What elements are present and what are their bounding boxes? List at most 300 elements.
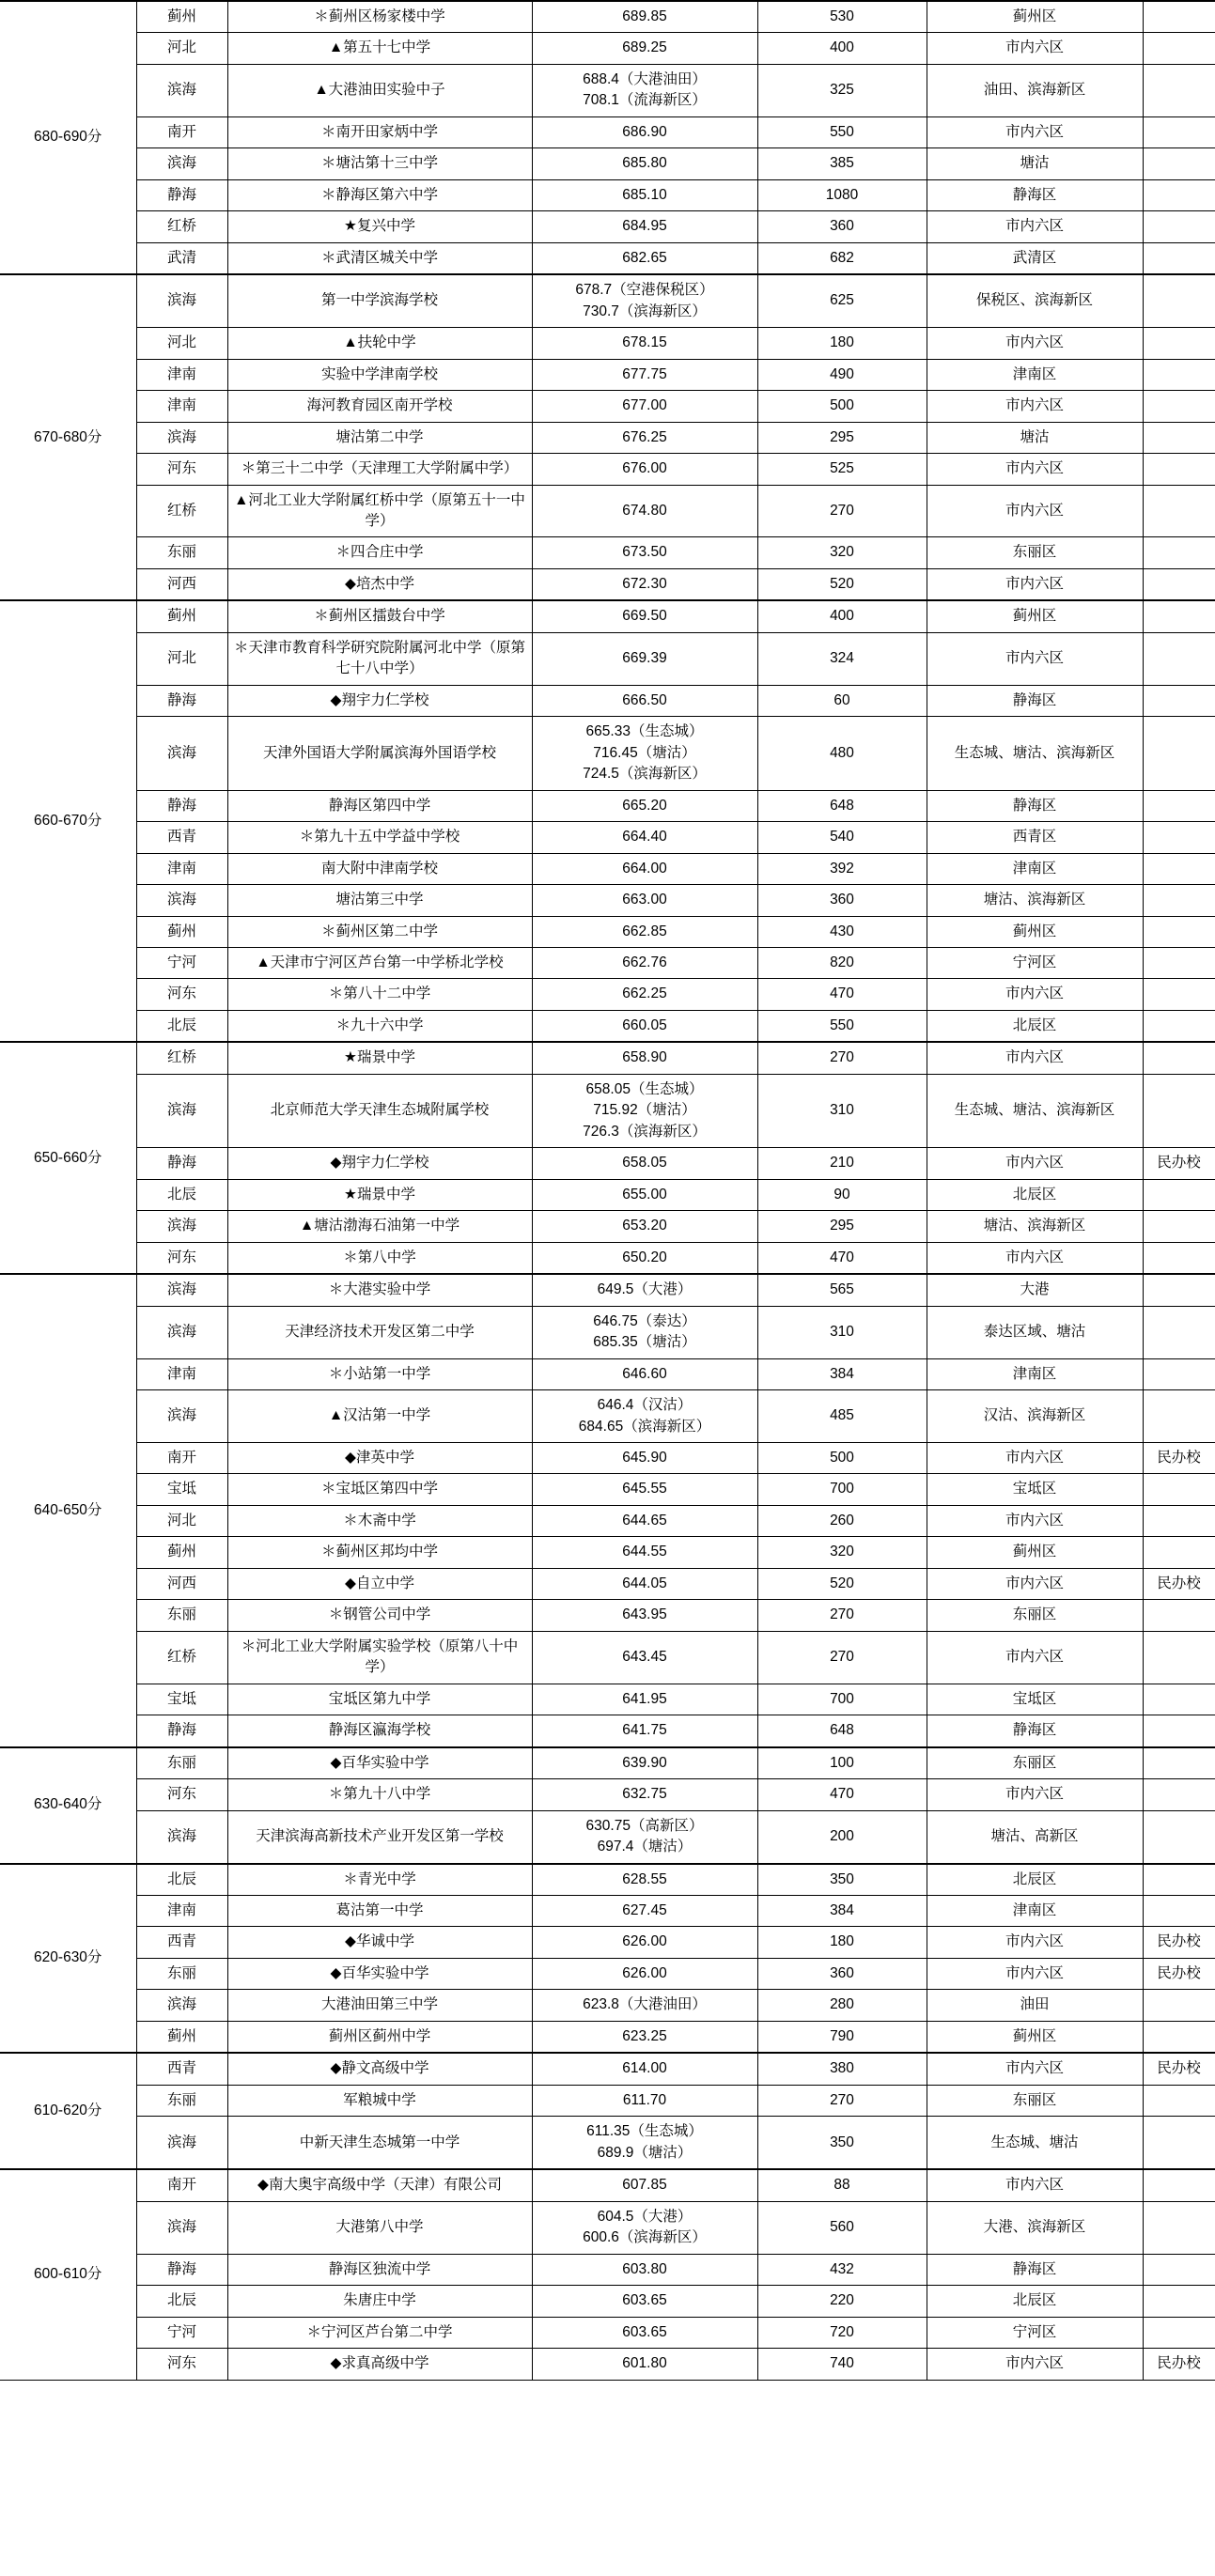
cutoff-score-line: 678.7（空港保税区） bbox=[575, 282, 714, 299]
school-name-cell: ▲天津市宁河区芦台第一中学桥北学校 bbox=[227, 948, 532, 979]
note-cell bbox=[1143, 2286, 1215, 2317]
cutoff-score-cell: 650.20 bbox=[532, 1242, 757, 1274]
table-body bbox=[0, 1, 1215, 2380]
enrollment-area-cell: 津南区 bbox=[927, 1358, 1143, 1389]
school-name-cell: 宝坻区第九中学 bbox=[227, 1684, 532, 1715]
enrollment-plan-cell: 432 bbox=[757, 2254, 927, 2285]
enrollment-area-cell: 东丽区 bbox=[927, 1600, 1143, 1631]
score-range-label: 660-670分 bbox=[0, 600, 136, 1042]
table-row bbox=[0, 1179, 1215, 1210]
note-cell bbox=[1143, 1537, 1215, 1568]
school-name-cell: 静海区第四中学 bbox=[227, 790, 532, 821]
note-cell bbox=[1143, 33, 1215, 64]
cutoff-score-cell bbox=[532, 2201, 757, 2254]
school-name-cell: ＊塘沽第十三中学 bbox=[227, 148, 532, 179]
district-cell: 蓟州 bbox=[136, 600, 227, 632]
enrollment-plan-cell: 480 bbox=[757, 717, 927, 790]
table-row bbox=[0, 1474, 1215, 1505]
enrollment-area-cell: 市内六区 bbox=[927, 1442, 1143, 1473]
school-name-cell: ◆静文高级中学 bbox=[227, 2053, 532, 2085]
school-name-cell: ▲第五十七中学 bbox=[227, 33, 532, 64]
enrollment-plan-cell: 720 bbox=[757, 2317, 927, 2348]
table-row bbox=[0, 328, 1215, 359]
enrollment-plan-cell: 392 bbox=[757, 853, 927, 884]
district-cell: 静海 bbox=[136, 179, 227, 210]
table-row bbox=[0, 454, 1215, 485]
table-row bbox=[0, 1306, 1215, 1358]
district-cell: 东丽 bbox=[136, 2085, 227, 2116]
enrollment-area-cell: 生态城、塘沽、滨海新区 bbox=[927, 1074, 1143, 1147]
cutoff-score-cell bbox=[532, 2117, 757, 2169]
note-cell bbox=[1143, 1779, 1215, 1810]
note-cell bbox=[1143, 1896, 1215, 1927]
enrollment-area-cell: 东丽区 bbox=[927, 537, 1143, 568]
district-cell: 滨海 bbox=[136, 2201, 227, 2254]
table-row bbox=[0, 1074, 1215, 1147]
district-cell: 蓟州 bbox=[136, 1, 227, 33]
cutoff-score-cell: 645.55 bbox=[532, 1474, 757, 1505]
school-name-cell: ◆培杰中学 bbox=[227, 568, 532, 600]
district-cell: 红桥 bbox=[136, 485, 227, 537]
district-cell: 滨海 bbox=[136, 1274, 227, 1306]
cutoff-score-cell: 665.20 bbox=[532, 790, 757, 821]
table-row bbox=[0, 1211, 1215, 1242]
cutoff-score-cell: 689.25 bbox=[532, 33, 757, 64]
enrollment-area-cell: 武清区 bbox=[927, 242, 1143, 274]
enrollment-area-cell: 生态城、塘沽、滨海新区 bbox=[927, 717, 1143, 790]
school-name-cell: ◆自立中学 bbox=[227, 1568, 532, 1599]
district-cell: 西青 bbox=[136, 2053, 227, 2085]
cutoff-score-line: 724.5（滨海新区） bbox=[583, 766, 707, 783]
school-name-cell: 塘沽第二中学 bbox=[227, 422, 532, 453]
table-row bbox=[0, 1864, 1215, 1896]
school-name-cell: ◆求真高级中学 bbox=[227, 2349, 532, 2380]
table-row bbox=[0, 1010, 1215, 1042]
school-name-cell: ＊小站第一中学 bbox=[227, 1358, 532, 1389]
enrollment-plan-cell: 648 bbox=[757, 790, 927, 821]
school-name-cell: ＊静海区第六中学 bbox=[227, 179, 532, 210]
enrollment-area-cell: 市内六区 bbox=[927, 568, 1143, 600]
enrollment-area-cell: 市内六区 bbox=[927, 1958, 1143, 1989]
cutoff-score-cell: 658.05 bbox=[532, 1148, 757, 1179]
enrollment-area-cell: 市内六区 bbox=[927, 1242, 1143, 1274]
district-cell: 红桥 bbox=[136, 1631, 227, 1684]
note-cell bbox=[1143, 1474, 1215, 1505]
cutoff-score-cell: 627.45 bbox=[532, 1896, 757, 1927]
note-cell bbox=[1143, 1600, 1215, 1631]
enrollment-area-cell: 蓟州区 bbox=[927, 1537, 1143, 1568]
enrollment-plan-cell: 270 bbox=[757, 1631, 927, 1684]
district-cell: 滨海 bbox=[136, 1306, 227, 1358]
enrollment-area-cell: 静海区 bbox=[927, 685, 1143, 716]
note-cell bbox=[1143, 1684, 1215, 1715]
enrollment-area-cell: 东丽区 bbox=[927, 2085, 1143, 2116]
cutoff-score-cell: 643.45 bbox=[532, 1631, 757, 1684]
enrollment-area-cell: 宝坻区 bbox=[927, 1684, 1143, 1715]
school-name-cell: ▲塘沽渤海石油第一中学 bbox=[227, 1211, 532, 1242]
school-name-cell: 静海区独流中学 bbox=[227, 2254, 532, 2285]
district-cell: 北辰 bbox=[136, 2286, 227, 2317]
table-row bbox=[0, 1274, 1215, 1306]
table-row bbox=[0, 1631, 1215, 1684]
cutoff-score-cell: 677.75 bbox=[532, 359, 757, 390]
table-row bbox=[0, 1358, 1215, 1389]
enrollment-area-cell: 塘沽、高新区 bbox=[927, 1810, 1143, 1863]
note-cell bbox=[1143, 600, 1215, 632]
note-cell bbox=[1143, 422, 1215, 453]
school-name-cell: ★瑞景中学 bbox=[227, 1042, 532, 1074]
table-row bbox=[0, 1927, 1215, 1958]
note-cell bbox=[1143, 64, 1215, 116]
note-cell bbox=[1143, 2254, 1215, 2285]
enrollment-plan-cell: 470 bbox=[757, 979, 927, 1010]
enrollment-plan-cell: 820 bbox=[757, 948, 927, 979]
enrollment-area-cell: 汉沽、滨海新区 bbox=[927, 1390, 1143, 1443]
note-cell bbox=[1143, 116, 1215, 147]
cutoff-score-line: 697.4（塘沽） bbox=[597, 1839, 693, 1855]
note-cell bbox=[1143, 822, 1215, 853]
enrollment-area-cell: 静海区 bbox=[927, 2254, 1143, 2285]
school-name-cell: ▲汉沽第一中学 bbox=[227, 1390, 532, 1443]
table-row bbox=[0, 422, 1215, 453]
enrollment-plan-cell: 320 bbox=[757, 1537, 927, 1568]
cutoff-score-cell: 672.30 bbox=[532, 568, 757, 600]
district-cell: 北辰 bbox=[136, 1179, 227, 1210]
cutoff-score-cell: 684.95 bbox=[532, 211, 757, 242]
enrollment-area-cell: 市内六区 bbox=[927, 485, 1143, 537]
district-cell: 河东 bbox=[136, 1242, 227, 1274]
enrollment-plan-cell: 550 bbox=[757, 116, 927, 147]
note-cell bbox=[1143, 485, 1215, 537]
table-row bbox=[0, 1242, 1215, 1274]
score-range-label: 650-660分 bbox=[0, 1042, 136, 1274]
enrollment-plan-cell: 360 bbox=[757, 211, 927, 242]
table-row bbox=[0, 1779, 1215, 1810]
enrollment-area-cell: 市内六区 bbox=[927, 2053, 1143, 2085]
table-row bbox=[0, 1747, 1215, 1779]
enrollment-plan-cell: 470 bbox=[757, 1779, 927, 1810]
cutoff-score-cell: 669.50 bbox=[532, 600, 757, 632]
table-row bbox=[0, 2021, 1215, 2053]
enrollment-area-cell: 塘沽 bbox=[927, 148, 1143, 179]
cutoff-score-line: 646.75（泰达） bbox=[593, 1312, 696, 1329]
cutoff-score-line: 684.65（滨海新区） bbox=[578, 1418, 711, 1435]
note-cell bbox=[1143, 853, 1215, 884]
cutoff-score-cell: 644.05 bbox=[532, 1568, 757, 1599]
enrollment-plan-cell: 384 bbox=[757, 1358, 927, 1389]
district-cell: 西青 bbox=[136, 822, 227, 853]
note-cell bbox=[1143, 328, 1215, 359]
school-name-cell: 天津外国语大学附属滨海外国语学校 bbox=[227, 717, 532, 790]
note-cell bbox=[1143, 1715, 1215, 1747]
cutoff-score-cell: 664.00 bbox=[532, 853, 757, 884]
enrollment-area-cell: 津南区 bbox=[927, 1896, 1143, 1927]
district-cell: 宁河 bbox=[136, 2317, 227, 2348]
district-cell: 红桥 bbox=[136, 211, 227, 242]
note-cell: 民办校 bbox=[1143, 2349, 1215, 2380]
table-row bbox=[0, 537, 1215, 568]
table-row bbox=[0, 1810, 1215, 1863]
school-name-cell: ＊宁河区芦台第二中学 bbox=[227, 2317, 532, 2348]
score-range-label: 670-680分 bbox=[0, 274, 136, 600]
table-row bbox=[0, 979, 1215, 1010]
note-cell bbox=[1143, 1274, 1215, 1306]
district-cell: 滨海 bbox=[136, 1810, 227, 1863]
school-name-cell: 朱唐庄中学 bbox=[227, 2286, 532, 2317]
school-name-cell: 葛沽第一中学 bbox=[227, 1896, 532, 1927]
district-cell: 静海 bbox=[136, 790, 227, 821]
cutoff-score-cell bbox=[532, 1074, 757, 1147]
cutoff-score-cell: 655.00 bbox=[532, 1179, 757, 1210]
note-cell bbox=[1143, 1211, 1215, 1242]
table-row bbox=[0, 568, 1215, 600]
enrollment-area-cell: 油田、滨海新区 bbox=[927, 64, 1143, 116]
district-cell: 滨海 bbox=[136, 1211, 227, 1242]
note-cell bbox=[1143, 2317, 1215, 2348]
school-name-cell: ＊大港实验中学 bbox=[227, 1274, 532, 1306]
table-row bbox=[0, 1042, 1215, 1074]
note-cell bbox=[1143, 2117, 1215, 2169]
table-row bbox=[0, 2117, 1215, 2169]
enrollment-area-cell: 生态城、塘沽 bbox=[927, 2117, 1143, 2169]
table-row bbox=[0, 2201, 1215, 2254]
enrollment-plan-cell: 380 bbox=[757, 2053, 927, 2085]
enrollment-area-cell: 保税区、滨海新区 bbox=[927, 274, 1143, 327]
cutoff-score-cell: 623.8（大港油田） bbox=[532, 1990, 757, 2021]
cutoff-score-cell: 674.80 bbox=[532, 485, 757, 537]
cutoff-score-line: 715.92（塘沽） bbox=[593, 1102, 696, 1119]
district-cell: 南开 bbox=[136, 1442, 227, 1473]
school-name-cell: ◆南大奥宇高级中学（天津）有限公司 bbox=[227, 2169, 532, 2201]
cutoff-score-line: 665.33（生态城） bbox=[585, 723, 704, 740]
enrollment-plan-cell: 310 bbox=[757, 1074, 927, 1147]
enrollment-plan-cell: 500 bbox=[757, 1442, 927, 1473]
table-row bbox=[0, 685, 1215, 716]
cutoff-score-line: 658.05（生态城） bbox=[585, 1080, 704, 1097]
cutoff-score-line: 611.35（生态城） bbox=[586, 2123, 703, 2140]
cutoff-score-line: 689.9（塘沽） bbox=[597, 2144, 693, 2161]
enrollment-area-cell: 泰达区域、塘沽 bbox=[927, 1306, 1143, 1358]
enrollment-plan-cell: 280 bbox=[757, 1990, 927, 2021]
note-cell bbox=[1143, 1864, 1215, 1896]
school-name-cell: ◆华诚中学 bbox=[227, 1927, 532, 1958]
district-cell: 宝坻 bbox=[136, 1474, 227, 1505]
district-cell: 宝坻 bbox=[136, 1684, 227, 1715]
school-name-cell: ＊钢管公司中学 bbox=[227, 1600, 532, 1631]
school-name-cell: 大港第八中学 bbox=[227, 2201, 532, 2254]
table-row bbox=[0, 1958, 1215, 1989]
enrollment-area-cell: 大港 bbox=[927, 1274, 1143, 1306]
cutoff-score-cell: 614.00 bbox=[532, 2053, 757, 2085]
enrollment-area-cell: 西青区 bbox=[927, 822, 1143, 853]
cutoff-score-line: 730.7（滨海新区） bbox=[583, 303, 707, 319]
cutoff-score-cell: 677.00 bbox=[532, 391, 757, 422]
enrollment-plan-cell: 525 bbox=[757, 454, 927, 485]
note-cell bbox=[1143, 948, 1215, 979]
table-row bbox=[0, 2053, 1215, 2085]
district-cell: 滨海 bbox=[136, 2117, 227, 2169]
school-name-cell: ＊青光中学 bbox=[227, 1864, 532, 1896]
cutoff-score-cell: 676.00 bbox=[532, 454, 757, 485]
table-row bbox=[0, 822, 1215, 853]
table-row bbox=[0, 2286, 1215, 2317]
district-cell: 东丽 bbox=[136, 1600, 227, 1631]
enrollment-plan-cell: 400 bbox=[757, 600, 927, 632]
note-cell bbox=[1143, 1242, 1215, 1274]
enrollment-plan-cell: 90 bbox=[757, 1179, 927, 1210]
school-name-cell: ＊第八十二中学 bbox=[227, 979, 532, 1010]
district-cell: 滨海 bbox=[136, 1074, 227, 1147]
school-name-cell: ▲大港油田实验中子 bbox=[227, 64, 532, 116]
note-cell: 民办校 bbox=[1143, 2053, 1215, 2085]
cutoff-score-cell: 666.50 bbox=[532, 685, 757, 716]
note-cell bbox=[1143, 454, 1215, 485]
enrollment-plan-cell: 270 bbox=[757, 1600, 927, 1631]
school-name-cell: 静海区瀛海学校 bbox=[227, 1715, 532, 1747]
school-name-cell: ＊四合庄中学 bbox=[227, 537, 532, 568]
school-name-cell: 北京师范大学天津生态城附属学校 bbox=[227, 1074, 532, 1147]
district-cell: 河西 bbox=[136, 568, 227, 600]
table-row bbox=[0, 600, 1215, 632]
cutoff-score-cell: 658.90 bbox=[532, 1042, 757, 1074]
enrollment-plan-cell: 520 bbox=[757, 568, 927, 600]
table-row bbox=[0, 2085, 1215, 2116]
enrollment-plan-cell: 350 bbox=[757, 2117, 927, 2169]
note-cell bbox=[1143, 1010, 1215, 1042]
note-cell bbox=[1143, 1179, 1215, 1210]
enrollment-plan-cell: 100 bbox=[757, 1747, 927, 1779]
enrollment-plan-cell: 485 bbox=[757, 1390, 927, 1443]
school-name-cell: 军粮城中学 bbox=[227, 2085, 532, 2116]
note-cell bbox=[1143, 1810, 1215, 1863]
enrollment-plan-cell: 320 bbox=[757, 537, 927, 568]
school-name-cell: 中新天津生态城第一中学 bbox=[227, 2117, 532, 2169]
enrollment-area-cell: 市内六区 bbox=[927, 1148, 1143, 1179]
school-name-cell: ＊第九十五中学益中学校 bbox=[227, 822, 532, 853]
note-cell bbox=[1143, 148, 1215, 179]
cutoff-score-cell: 641.75 bbox=[532, 1715, 757, 1747]
enrollment-area-cell: 北辰区 bbox=[927, 1864, 1143, 1896]
table-row bbox=[0, 1442, 1215, 1473]
table-row bbox=[0, 948, 1215, 979]
enrollment-area-cell: 市内六区 bbox=[927, 2169, 1143, 2201]
district-cell: 河东 bbox=[136, 1779, 227, 1810]
table-row bbox=[0, 853, 1215, 884]
cutoff-score-line: 726.3（滨海新区） bbox=[583, 1123, 707, 1140]
cutoff-score-cell: 626.00 bbox=[532, 1958, 757, 1989]
note-cell bbox=[1143, 1, 1215, 33]
cutoff-score-cell bbox=[532, 1810, 757, 1863]
school-name-cell: ＊蓟州区杨家楼中学 bbox=[227, 1, 532, 33]
cutoff-score-line: 604.5（大港） bbox=[597, 2208, 693, 2225]
school-name-cell: ＊南开田家炳中学 bbox=[227, 116, 532, 147]
table-row bbox=[0, 2349, 1215, 2380]
school-name-cell: ▲扶轮中学 bbox=[227, 328, 532, 359]
table-row bbox=[0, 632, 1215, 685]
table-row bbox=[0, 1505, 1215, 1536]
table-row bbox=[0, 1390, 1215, 1443]
school-name-cell: ◆百华实验中学 bbox=[227, 1958, 532, 1989]
enrollment-plan-cell: 210 bbox=[757, 1148, 927, 1179]
school-name-cell: 实验中学津南学校 bbox=[227, 359, 532, 390]
enrollment-area-cell: 市内六区 bbox=[927, 1631, 1143, 1684]
note-cell bbox=[1143, 685, 1215, 716]
school-name-cell: ＊第八中学 bbox=[227, 1242, 532, 1274]
district-cell: 滨海 bbox=[136, 422, 227, 453]
note-cell: 民办校 bbox=[1143, 1927, 1215, 1958]
school-name-cell: 南大附中津南学校 bbox=[227, 853, 532, 884]
enrollment-area-cell: 北辰区 bbox=[927, 1179, 1143, 1210]
note-cell bbox=[1143, 179, 1215, 210]
table-row bbox=[0, 391, 1215, 422]
district-cell: 津南 bbox=[136, 1358, 227, 1389]
table-row bbox=[0, 790, 1215, 821]
note-cell bbox=[1143, 2201, 1215, 2254]
district-cell: 静海 bbox=[136, 685, 227, 716]
district-cell: 河西 bbox=[136, 1568, 227, 1599]
cutoff-score-cell: 603.65 bbox=[532, 2317, 757, 2348]
district-cell: 河北 bbox=[136, 1505, 227, 1536]
district-cell: 滨海 bbox=[136, 717, 227, 790]
enrollment-plan-cell: 324 bbox=[757, 632, 927, 685]
school-name-cell: ＊木斋中学 bbox=[227, 1505, 532, 1536]
school-name-cell: 大港油田第三中学 bbox=[227, 1990, 532, 2021]
enrollment-area-cell: 宁河区 bbox=[927, 948, 1143, 979]
cutoff-score-line: 630.75（高新区） bbox=[585, 1817, 704, 1834]
cutoff-score-cell: 646.60 bbox=[532, 1358, 757, 1389]
cutoff-score-cell: 645.90 bbox=[532, 1442, 757, 1473]
enrollment-plan-cell: 295 bbox=[757, 422, 927, 453]
district-cell: 东丽 bbox=[136, 1747, 227, 1779]
cutoff-score-cell bbox=[532, 274, 757, 327]
cutoff-score-cell: 669.39 bbox=[532, 632, 757, 685]
cutoff-score-cell: 649.5（大港） bbox=[532, 1274, 757, 1306]
note-cell bbox=[1143, 1747, 1215, 1779]
enrollment-plan-cell: 200 bbox=[757, 1810, 927, 1863]
cutoff-score-cell: 607.85 bbox=[532, 2169, 757, 2201]
note-cell bbox=[1143, 1390, 1215, 1443]
school-name-cell: ＊天津市教育科学研究院附属河北中学（原第七十八中学） bbox=[227, 632, 532, 685]
enrollment-plan-cell: 790 bbox=[757, 2021, 927, 2053]
enrollment-area-cell: 市内六区 bbox=[927, 211, 1143, 242]
table-row bbox=[0, 1990, 1215, 2021]
district-cell: 蓟州 bbox=[136, 916, 227, 947]
district-cell: 滨海 bbox=[136, 1390, 227, 1443]
enrollment-plan-cell: 180 bbox=[757, 328, 927, 359]
enrollment-area-cell: 塘沽、滨海新区 bbox=[927, 885, 1143, 916]
cutoff-score-cell: 685.80 bbox=[532, 148, 757, 179]
cutoff-score-line: 600.6（滨海新区） bbox=[583, 2229, 707, 2246]
score-range-label: 600-610分 bbox=[0, 2169, 136, 2380]
enrollment-area-cell: 市内六区 bbox=[927, 632, 1143, 685]
school-name-cell: ★复兴中学 bbox=[227, 211, 532, 242]
district-cell: 河北 bbox=[136, 632, 227, 685]
school-name-cell: ★瑞景中学 bbox=[227, 1179, 532, 1210]
note-cell bbox=[1143, 1631, 1215, 1684]
enrollment-plan-cell: 325 bbox=[757, 64, 927, 116]
enrollment-plan-cell: 625 bbox=[757, 274, 927, 327]
table-row bbox=[0, 885, 1215, 916]
note-cell: 民办校 bbox=[1143, 1958, 1215, 1989]
table-row bbox=[0, 116, 1215, 147]
table-row bbox=[0, 148, 1215, 179]
cutoff-score-line: 688.4（大港油田） bbox=[583, 70, 707, 87]
enrollment-area-cell: 津南区 bbox=[927, 359, 1143, 390]
district-cell: 河北 bbox=[136, 33, 227, 64]
enrollment-area-cell: 宝坻区 bbox=[927, 1474, 1143, 1505]
table-row bbox=[0, 1600, 1215, 1631]
cutoff-score-cell: 685.10 bbox=[532, 179, 757, 210]
